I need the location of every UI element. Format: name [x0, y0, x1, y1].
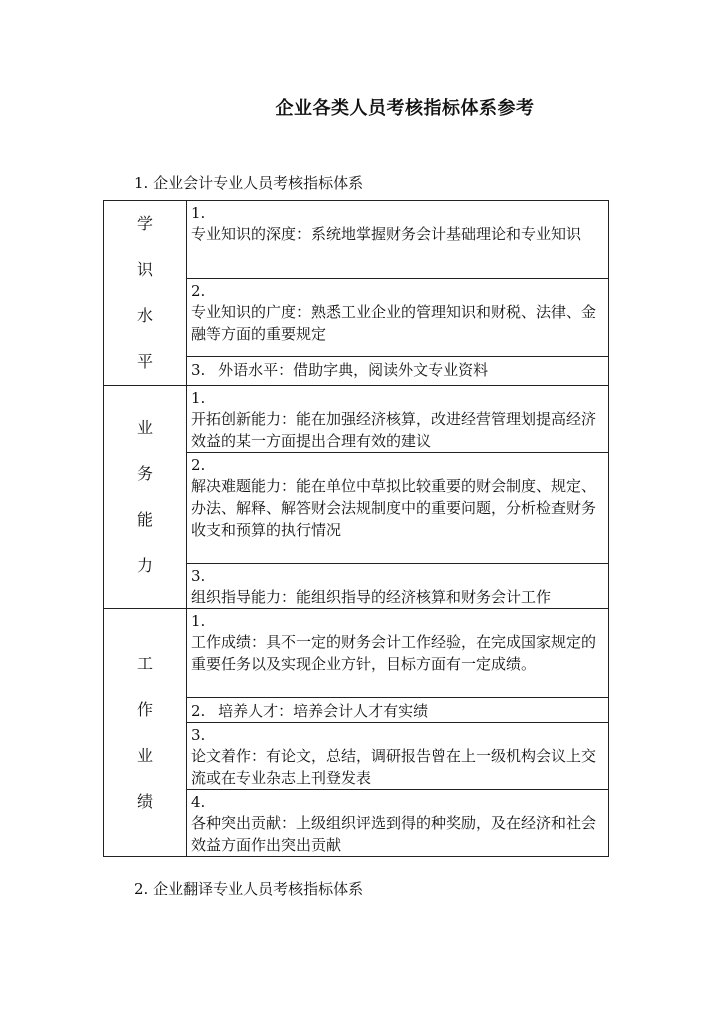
item-cell	[187, 278, 609, 356]
item-cell	[187, 386, 609, 453]
item-number: 2.	[191, 281, 206, 300]
table-row	[104, 201, 609, 279]
item-text-continued: 办法、解释、解答财会法规制度中的重要问题，分析检查财务收支和预算的执行情况	[191, 499, 597, 539]
item-cell	[187, 790, 609, 857]
item-number: 1.	[191, 204, 206, 222]
category-label-line1: 业务	[136, 418, 175, 483]
item-text: 专业知识的深度：系统地掌握财务会计基础理论和专业知识	[191, 225, 582, 243]
category-cell-performance	[104, 609, 187, 857]
section-1-heading: 1. 企业会计专业人员考核指标体系	[134, 174, 364, 192]
item-text: 专业知识的广度：熟悉工业企业的管理知识和财税、法律、金融等方面的重要规定	[191, 302, 597, 343]
item-number: 2.	[191, 702, 206, 720]
category-label-line2: 能力	[136, 510, 175, 575]
item-number: 1.	[191, 389, 206, 407]
item-text: 各种突出贡献：上级组织评选到得的种奖励，及在经济和社会效益方面作出突出贡献	[191, 814, 597, 854]
item-number: 2.	[191, 456, 206, 474]
category-cell-knowledge	[104, 201, 187, 386]
item-text: 培养人才：培养会计人才有实绩	[218, 702, 429, 720]
item-cell	[187, 698, 609, 723]
item-text: 开拓创新能力：能在加强经济核算，改进经营管理划提高经济效益的某一方面提出合理有效的建议	[191, 410, 597, 450]
item-number: 3.	[191, 726, 206, 744]
category-label-line2: 业绩	[136, 745, 175, 811]
item-number: 4.	[191, 793, 206, 811]
category-label-line2: 水平	[136, 306, 175, 371]
item-number: 1.	[191, 612, 206, 630]
item-cell	[187, 564, 609, 609]
item-text: 组织指导能力：能组织指导的经济核算和财务会计工作	[191, 588, 552, 606]
item-text: 论文着作：有论文，总结，调研报告曾在上一级机构会议上交流或在专业杂志上刊登发表	[191, 747, 597, 787]
section-2-heading: 2. 企业翻译专业人员考核指标体系	[134, 880, 364, 898]
item-cell	[187, 356, 609, 385]
table-row	[104, 609, 609, 698]
item-cell	[187, 609, 609, 698]
table-row	[104, 386, 609, 453]
accounting-index-table	[103, 200, 609, 857]
item-number: 3.	[191, 567, 206, 585]
item-number: 3.	[191, 360, 206, 379]
category-label-line1: 工作	[136, 653, 175, 719]
item-cell	[187, 723, 609, 790]
category-label-line1: 学识	[136, 214, 175, 279]
category-cell-ability	[104, 386, 187, 609]
item-text: 解决难题能力：能在单位中草拟比较重要的财会制度、规定、	[191, 477, 597, 495]
item-text: 工作成绩：具不一定的财务会计工作经验，在完成国家规定的重要任务以及实现企业方针，目标方面有一定成绩。	[191, 633, 597, 673]
item-cell	[187, 453, 609, 564]
item-text: 外语水平：借助字典，阅读外文专业资料	[218, 360, 489, 379]
item-cell	[187, 201, 609, 279]
document-title: 企业各类人员考核指标体系参考	[275, 98, 535, 119]
